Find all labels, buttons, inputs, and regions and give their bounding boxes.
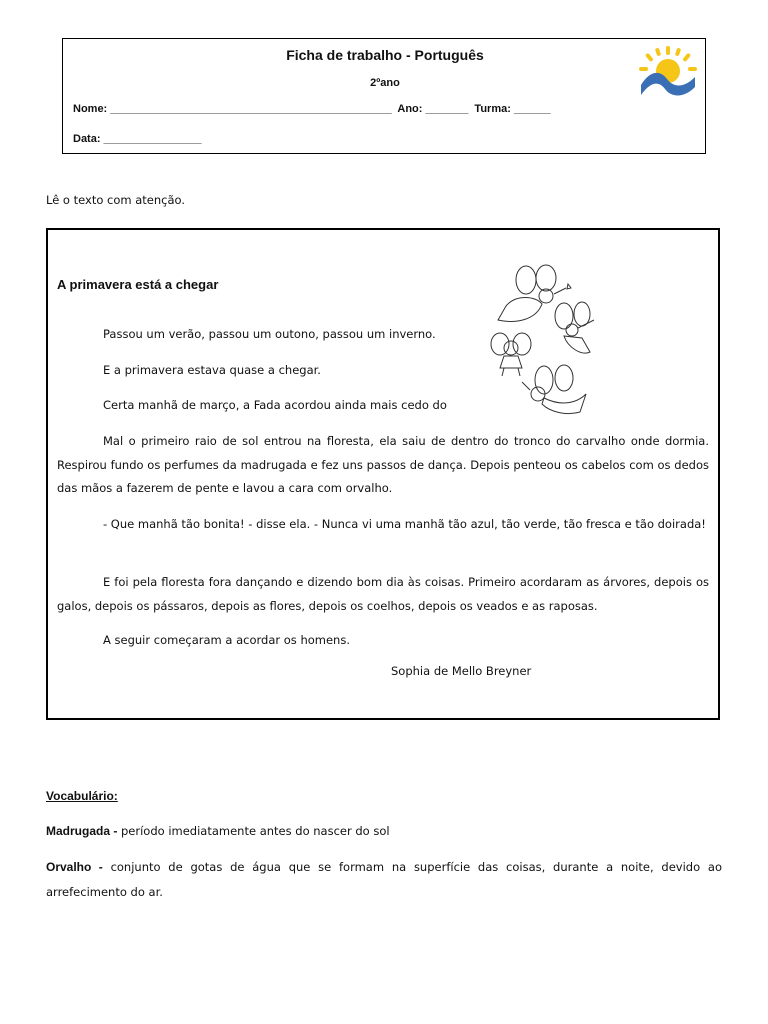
vocabulary-definition: período imediatamente antes do nascer do sol [117,824,390,838]
story-paragraph: A seguir começaram a acordar os homens. [103,633,350,647]
story-paragraph: - Que manhã tão bonita! - disse ela. - Nunca vi uma manhã tão azul, tão verde, tão fresca e tão doirada! [103,517,706,531]
name-year-class-line: Nome: ______________________________________________ Ano: _______ Turma: ______ [73,103,551,115]
story-paragraph: Passou um verão, passou um outono, passou um inverno. [103,327,436,341]
reading-instruction: Lê o texto com atenção. [46,193,186,207]
story-box [46,228,720,720]
story-author: Sophia de Mello Breyner [391,664,532,678]
story-paragraph: E a primavera estava quase a chegar. [103,363,321,377]
date-line: Data: ________________ [73,133,202,145]
vocabulary-heading: Vocabulário: [46,789,118,803]
grade-label: 2ºano [370,77,400,89]
story-paragraph: Certa manhã de março, a Fada acordou ainda mais cedo do [103,398,447,412]
fairies-illustration-icon [486,264,616,424]
worksheet-title: Ficha de trabalho - Português [286,47,484,63]
vocabulary-term: Orvalho - [46,860,103,874]
worksheet-header [62,38,706,154]
vocabulary-term: Madrugada - [46,824,118,838]
sun-waves-logo-icon [637,45,699,101]
vocabulary-entry [46,855,722,905]
story-paragraph: Mal o primeiro raio de sol entrou na floresta, ela saiu de dentro do tronco do carvalho onde dormia. Respirou fundo os perfumes da madrugada e fez uns passos de dança. Depois penteou os cabelos com os dedos das mãos a fazerem de pente e lavou a cara com orvalho. [57,434,709,495]
story-title: A primavera está a chegar [57,277,219,292]
vocabulary-definition: conjunto de gotas de água que se formam na superfície das coisas, durante a noite, devido ao arrefecimento do ar. [46,860,722,899]
vocabulary-entry [46,819,722,844]
story-paragraph: E foi pela floresta fora dançando e dizendo bom dia às coisas. Primeiro acordaram as árvores, depois os galos, depois os pássaros, depois as flores, depois os coelhos, depois os veados e as raposas. [57,575,709,613]
